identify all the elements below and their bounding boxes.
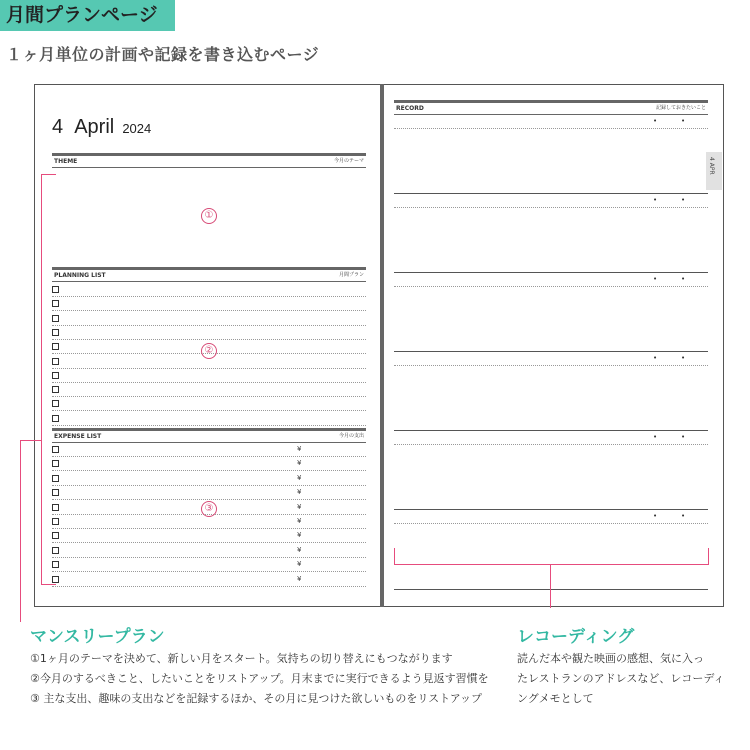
record-note: 記録しておきたいこと — [655, 105, 706, 111]
planning-row-line — [52, 310, 366, 311]
expense-checkbox — [52, 460, 59, 467]
record-dot: • — [653, 196, 658, 204]
expense-yen-mark: ¥ — [297, 545, 302, 554]
expense-yen-mark: ¥ — [297, 459, 302, 468]
expense-yen-mark: ¥ — [297, 488, 302, 497]
record-dot: • — [653, 117, 658, 125]
theme-note: 今月のテーマ — [333, 158, 364, 164]
recording-caption-line-1: 読んだ本や観た映画の感想、気に入っ — [517, 652, 704, 665]
planning-checkbox — [52, 329, 59, 336]
expense-yen-mark: ¥ — [297, 560, 302, 569]
expense-checkbox — [52, 561, 59, 568]
monthly-plan-caption-line-3: ③ 主な支出、趣味の支出などを記録するほか、その月に見つけた欲しいものをリストアップ — [30, 692, 483, 705]
record-block-rule — [394, 351, 708, 352]
planning-checkbox — [52, 300, 59, 307]
expense-row-line — [52, 528, 366, 529]
expense-yen-mark: ¥ — [297, 473, 302, 482]
record-dot: • — [681, 354, 686, 362]
planning-row-line — [52, 396, 366, 397]
record-dotted-line — [394, 128, 708, 129]
expense-checkbox — [52, 547, 59, 554]
expense-row-line — [52, 456, 366, 457]
monthly-plan-caption-line-1: ①1ヶ月のテーマを決めて、新しい月をスタート。気持ちの切り替えにもつながります — [30, 652, 453, 665]
marker-3: ③ — [201, 501, 217, 517]
record-dot: • — [681, 433, 686, 441]
record-bracket-line — [394, 564, 709, 565]
planning-checkbox — [52, 386, 59, 393]
expense-row-line — [52, 470, 366, 471]
planning-checkbox — [52, 358, 59, 365]
monthly-bracket-line — [41, 174, 42, 584]
expense-row-line — [52, 542, 366, 543]
planning-checkbox — [52, 372, 59, 379]
expense-row-line — [52, 485, 366, 486]
planning-row-line — [52, 325, 366, 326]
expense-checkbox — [52, 489, 59, 496]
monthly-callout-leader — [20, 440, 21, 622]
monthly-callout-connector — [20, 440, 41, 441]
page-heading-tag: 月間プランページ — [0, 0, 175, 31]
planning-checkbox — [52, 343, 59, 350]
expense-yen-mark: ¥ — [297, 531, 302, 540]
record-bottom-rule — [394, 589, 708, 590]
expense-label: EXPENSE LIST — [54, 433, 102, 440]
record-block-rule — [394, 193, 708, 194]
record-block-rule — [394, 272, 708, 273]
planning-checkbox — [52, 286, 59, 293]
marker-1: ① — [201, 208, 217, 224]
record-dotted-line — [394, 365, 708, 366]
record-bracket-right — [708, 548, 709, 564]
theme-section-header — [52, 153, 366, 168]
record-dot: • — [653, 354, 658, 362]
record-dot: • — [653, 512, 658, 520]
expense-note: 今月の支出 — [338, 433, 364, 439]
record-dot: • — [681, 275, 686, 283]
record-dot: • — [681, 196, 686, 204]
expense-checkbox — [52, 504, 59, 511]
planner-spine — [380, 84, 384, 607]
planning-row-line — [52, 410, 366, 411]
expense-checkbox — [52, 446, 59, 453]
page-subtitle: １ヶ月単位の計画や記録を書き込むページ — [6, 45, 320, 64]
planning-note: 月間プラン — [338, 272, 364, 278]
planning-row-line — [52, 296, 366, 297]
expense-checkbox — [52, 532, 59, 539]
recording-caption-title: レコーディング — [517, 627, 635, 647]
expense-yen-mark: ¥ — [297, 574, 302, 583]
record-block-rule — [394, 430, 708, 431]
record-dotted-line — [394, 444, 708, 445]
month-heading — [52, 116, 151, 139]
month-year: 2024 — [122, 121, 152, 136]
month-number: 4 — [52, 116, 64, 138]
record-bracket-left — [394, 548, 395, 564]
planning-row-line — [52, 425, 366, 426]
record-dotted-line — [394, 207, 708, 208]
record-dotted-line — [394, 523, 708, 524]
expense-row-line — [52, 571, 366, 572]
record-dot: • — [653, 433, 658, 441]
monthly-plan-caption-line-2: ②今月のするべきこと、したいことをリストアップ。月末までに実行できるよう見返す習慣を — [30, 672, 489, 685]
expense-row-line — [52, 586, 366, 587]
record-section-header — [394, 100, 708, 115]
expense-yen-mark: ¥ — [297, 502, 302, 511]
expense-checkbox — [52, 475, 59, 482]
record-dot: • — [653, 275, 658, 283]
expense-section-header — [52, 428, 366, 443]
planning-row-line — [52, 368, 366, 369]
expense-row-line — [52, 557, 366, 558]
monthly-bracket-bottom — [41, 584, 56, 585]
recording-caption-line-3: ングメモとして — [517, 692, 594, 705]
recording-caption-line-2: たレストランのアドレスなど、レコーディ — [517, 672, 725, 685]
planning-row-line — [52, 382, 366, 383]
month-tab-label: 4 APR — [708, 157, 715, 175]
record-dot: • — [681, 117, 686, 125]
marker-2: ② — [201, 343, 217, 359]
expense-checkbox — [52, 576, 59, 583]
expense-yen-mark: ¥ — [297, 445, 302, 453]
planning-checkbox — [52, 315, 59, 322]
month-name: April — [74, 116, 115, 138]
planning-checkbox — [52, 400, 59, 407]
planning-checkbox — [52, 415, 59, 422]
expense-yen-mark: ¥ — [297, 517, 302, 525]
record-label: RECORD — [396, 105, 424, 112]
month-index-tab — [706, 152, 722, 190]
planning-row-line — [52, 339, 366, 340]
planning-label: PLANNING LIST — [54, 272, 106, 279]
monthly-plan-caption-title: マンスリープラン — [30, 627, 165, 647]
expense-checkbox — [52, 518, 59, 525]
planning-section-header — [52, 267, 366, 282]
record-dotted-line — [394, 286, 708, 287]
record-dot: • — [681, 512, 686, 520]
monthly-bracket-top — [41, 174, 56, 175]
theme-label: THEME — [54, 158, 78, 165]
record-block-rule — [394, 509, 708, 510]
record-callout-leader — [550, 564, 551, 608]
